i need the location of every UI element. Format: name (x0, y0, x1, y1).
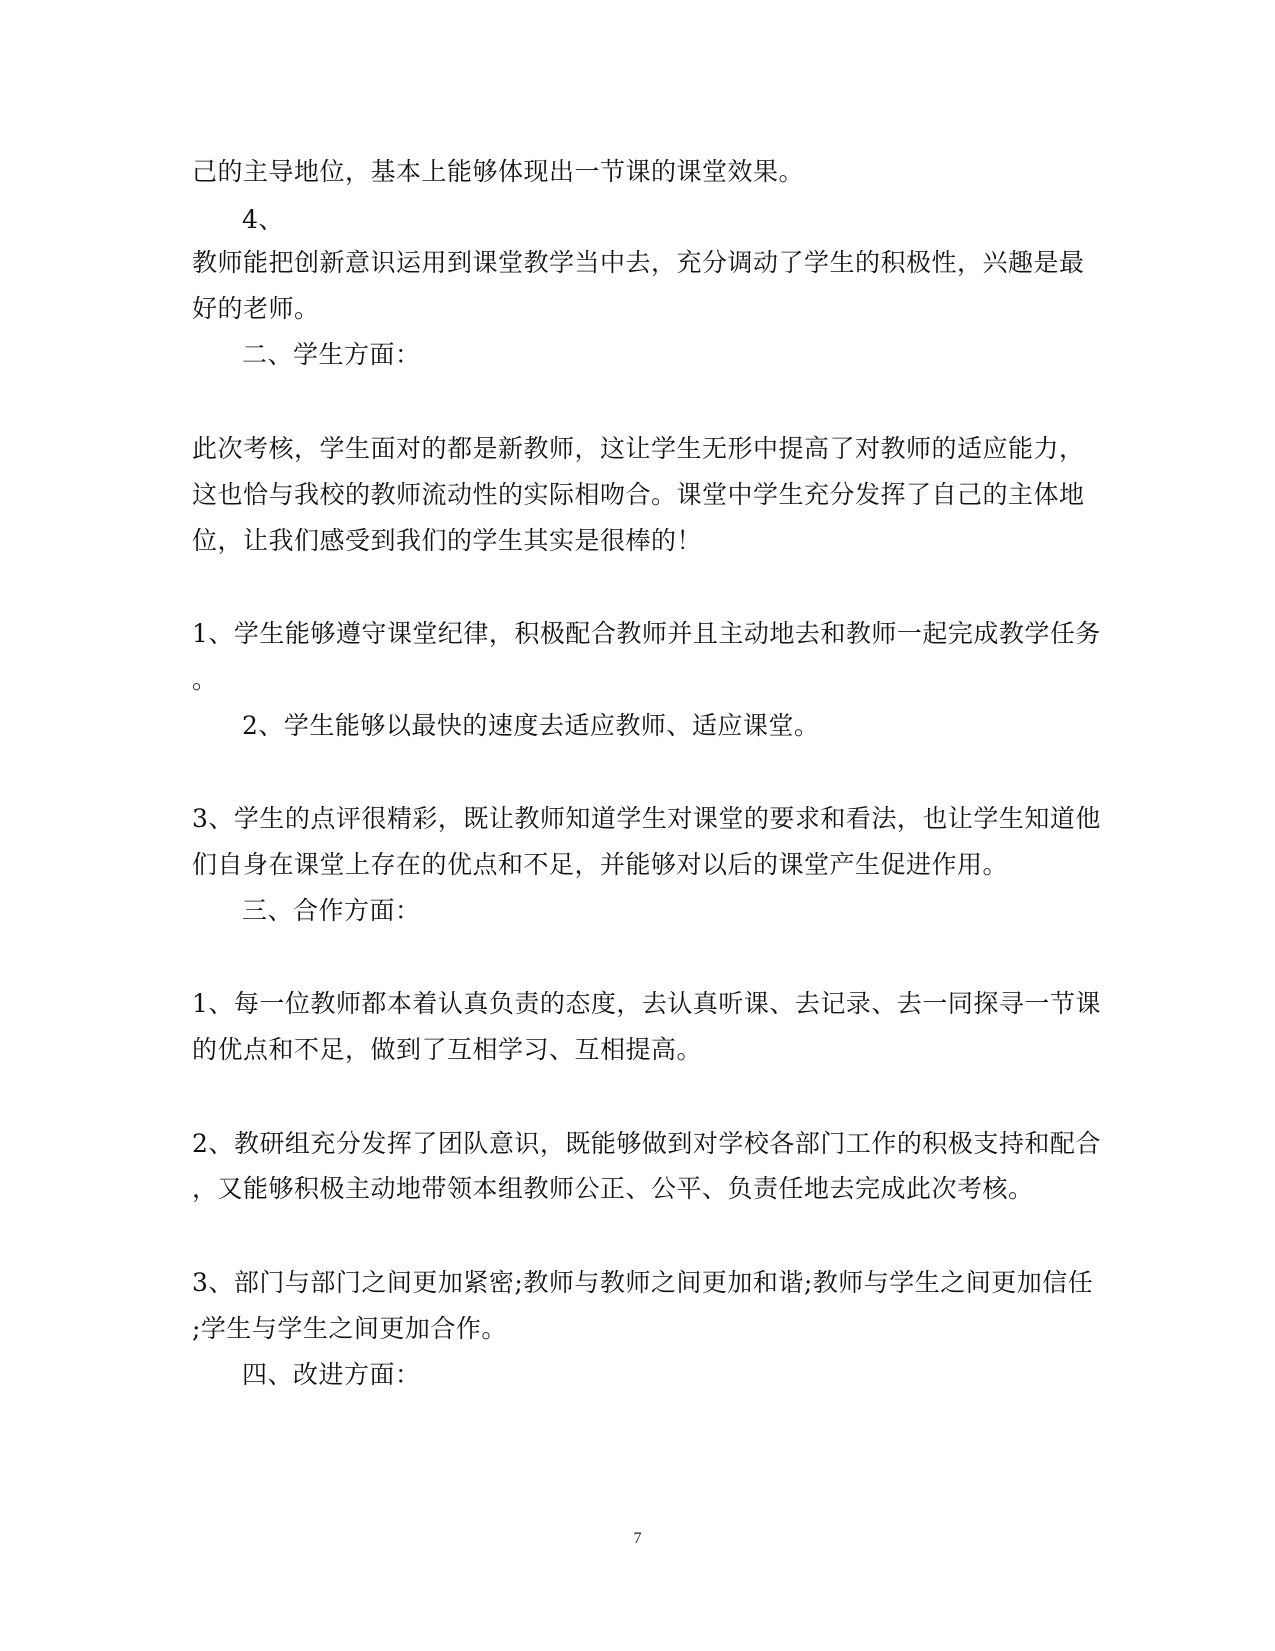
text-line: 教师能把创新意识运用到课堂教学当中去，充分调动了学生的积极性，兴趣是最 (192, 248, 1085, 277)
list-item: 3、部门与部门之间更加紧密;教师与教师之间更加和谐;教师与学生之间更加信任 (192, 1268, 1094, 1297)
list-item: 2、教研组充分发挥了团队意识，既能够做到对学校各部门工作的积极支持和配合 (192, 1129, 1101, 1158)
text-line: 好的老师。 (192, 294, 320, 323)
text-line: ，又能够积极主动地带领本组教师公正、公平、负责任地去完成此次考核。 (192, 1174, 1034, 1203)
text-line: 们自身在课堂上存在的优点和不足，并能够对以后的课堂产生促进作用。 (192, 850, 1009, 879)
text-line: 己的主导地位，基本上能够体现出一节课的课堂效果。 (192, 157, 805, 186)
section-heading: 二、学生方面： (242, 340, 421, 369)
section-heading: 三、合作方面： (242, 896, 421, 925)
text-line: ;学生与学生之间更加合作。 (192, 1314, 507, 1343)
list-item: 1、每一位教师都本着认真负责的态度，去认真听课、去记录、去一同探寻一节课 (192, 989, 1101, 1018)
text-line: 此次考核，学生面对的都是新教师，这让学生无形中提高了对教师的适应能力， (192, 434, 1085, 463)
text-line: 位，让我们感受到我们的学生其实是很棒的！ (192, 526, 703, 555)
list-item: 1、学生能够遵守课堂纪律，积极配合教师并且主动地去和教师一起完成教学任务 (192, 619, 1101, 648)
list-item: 2、学生能够以最快的速度去适应教师、适应课堂。 (242, 711, 820, 740)
section-heading: 四、改进方面： (242, 1360, 421, 1389)
text-line: 这也恰与我校的教师流动性的实际相吻合。课堂中学生充分发挥了自己的主体地 (192, 480, 1085, 509)
list-item: 3、学生的点评很精彩，既让教师知道学生对课堂的要求和看法，也让学生知道他 (192, 804, 1101, 833)
text-line: 。 (192, 665, 218, 694)
text-line: 的优点和不足，做到了互相学习、互相提高。 (192, 1035, 703, 1064)
list-number: 4、 (242, 205, 284, 234)
page-number: 7 (633, 1530, 642, 1547)
